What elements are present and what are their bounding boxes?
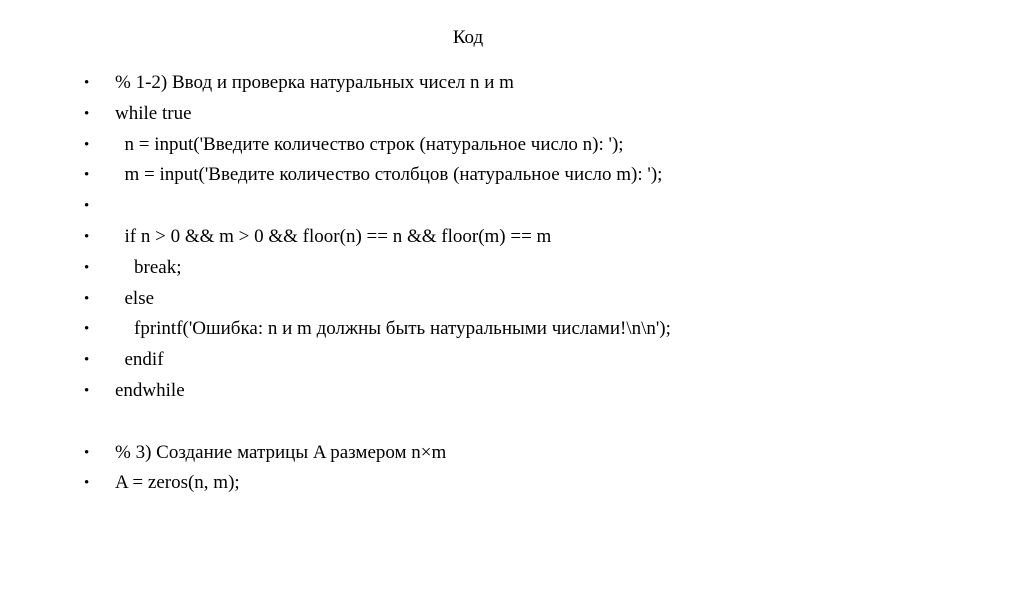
bullet-icon: • — [84, 198, 90, 215]
bullet-icon: • — [84, 290, 90, 307]
code-line-text: if n > 0 && m > 0 && floor(n) == n && floor(m) == m — [115, 225, 552, 247]
bullet-icon: • — [84, 444, 90, 461]
code-line — [84, 99, 984, 130]
code-line — [84, 438, 984, 469]
code-line — [84, 68, 984, 99]
bullet-icon: • — [84, 75, 90, 91]
bullet-icon: • — [84, 382, 90, 399]
bullet-icon: • — [84, 167, 90, 184]
code-listing — [84, 68, 984, 499]
code-line-text: endwhile — [115, 379, 185, 401]
code-line-text: else — [115, 287, 155, 309]
code-line — [84, 345, 984, 376]
code-line — [84, 222, 984, 253]
bullet-icon: • — [84, 136, 90, 153]
blank-line — [84, 407, 984, 438]
bullet-icon: • — [84, 321, 90, 338]
code-line-text: n = input('Введите количество строк (натуральное число n): '); — [115, 133, 624, 155]
code-line-text: while true — [115, 102, 192, 124]
code-line-text: A = zeros(n, m); — [115, 472, 240, 494]
code-line — [84, 468, 984, 499]
code-line — [84, 284, 984, 315]
bullet-icon: • — [84, 105, 90, 122]
code-line-text: endif — [115, 349, 164, 371]
code-line — [84, 314, 984, 345]
bullet-icon: • — [84, 475, 90, 492]
slide-title: Код — [452, 27, 484, 48]
code-line-text: % 1-2) Ввод и проверка натуральных чисел n и m — [115, 72, 514, 93]
code-line — [84, 130, 984, 161]
code-line-text: m = input('Введите количество столбцов (натуральное число m): '); — [115, 164, 663, 186]
code-line-text: break; — [115, 256, 182, 278]
bullet-icon: • — [84, 259, 90, 276]
code-line-text: % 3) Создание матрицы A размером n×m — [115, 441, 447, 463]
code-line — [84, 253, 984, 284]
bullet-icon: • — [84, 228, 90, 245]
code-line — [84, 191, 984, 222]
code-line — [84, 376, 984, 407]
code-line — [84, 160, 984, 191]
code-line-text: fprintf('Ошибка: n и m должны быть натуральными числами!\n\n'); — [115, 318, 671, 340]
bullet-icon: • — [84, 352, 90, 369]
